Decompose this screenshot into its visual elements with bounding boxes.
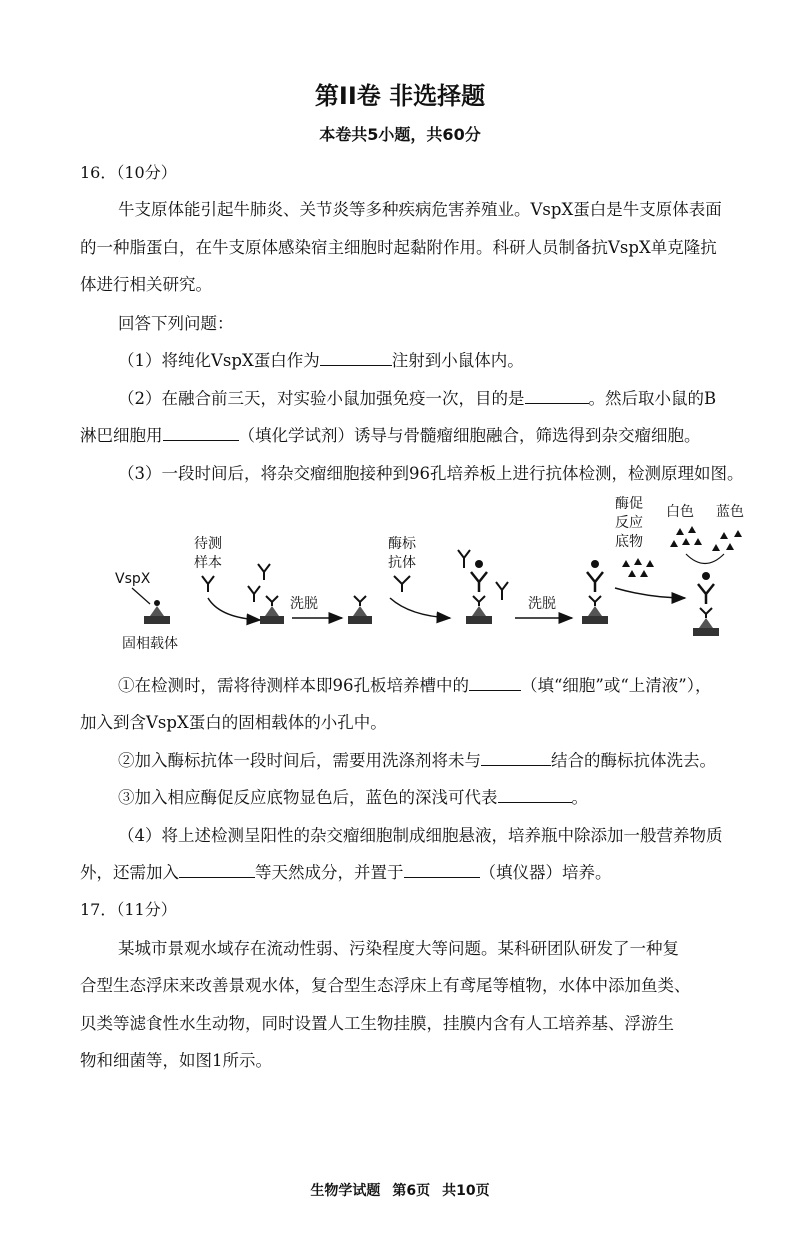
q16-part-4-text-c: 等天然成分，并置于 (255, 863, 404, 882)
answer-blank[interactable] (404, 863, 480, 878)
q16-intro-line-3: 体进行相关研究。 (80, 275, 212, 294)
q16-part-4-text-d: （填仪器）培养。 (479, 863, 612, 882)
q16-part-1-text-a: （1）将纯化VspX蛋白作为 (118, 351, 320, 370)
arrow-icon (390, 598, 450, 618)
q16-sub-2-text-b: 结合的酶标抗体洗去。 (551, 751, 716, 770)
q17-line-4: 物和细菌等，如图1所示。 (80, 1051, 272, 1070)
q16-sub-1-line-2: 加入到含VspX蛋白的固相载体的小孔中。 (80, 713, 387, 732)
bound-complex-icon (458, 550, 508, 624)
q17-line-1: 某城市景观水域存在流动性弱、污染程度大等问题。某科研团队研发了一种复 (118, 939, 679, 958)
footer-page: 第6页 (392, 1183, 431, 1199)
q16-part-2-line-2 (80, 422, 701, 446)
answer-blank[interactable] (469, 676, 521, 691)
q16-part-2-text-a: （2）在融合前三天，对实验小鼠加强免疫一次，目的是 (118, 389, 525, 408)
substrate-label-2: 反应 (615, 515, 643, 531)
answer-blank[interactable] (481, 751, 551, 766)
q16-part-3: （3）一段时间后，将杂交瘤细胞接种到96孔培养板上进行抗体检测，检测原理如图。 (118, 464, 744, 483)
q16-part-1-text-b: 注射到小鼠体内。 (391, 351, 524, 370)
q17-line-2: 合型生态浮床来改善景观水体，复合型生态浮床上有鸢尾等植物，水体中添加鱼类、 (80, 976, 691, 995)
carrier-washed-icon (348, 596, 372, 624)
q16-sub-3 (118, 784, 588, 808)
q17-heading: 17．（11分） (80, 900, 177, 919)
q16-part-2-line-1 (118, 385, 716, 409)
substrate-label-1: 酶促 (615, 496, 643, 512)
reaction-curve (686, 554, 724, 564)
substrate-icon (622, 558, 654, 577)
substrate-label-3: 底物 (615, 534, 643, 550)
answer-blank[interactable] (525, 389, 589, 404)
q16-part-2-text-c: 淋巴细胞用 (80, 426, 163, 445)
q16-sub-2 (118, 747, 716, 771)
wash-label-2: 洗脱 (528, 596, 556, 612)
q16-sub-3-text-b: 。 (571, 788, 588, 807)
answer-blank[interactable] (179, 863, 255, 878)
wash-label-1: 洗脱 (290, 596, 318, 612)
q16-part-4-line-2 (80, 859, 612, 883)
sample-label-1: 待测 (194, 536, 222, 552)
blue-label: 蓝色 (716, 504, 744, 520)
q16-sub-1-line-1 (118, 672, 712, 696)
arrow-icon (615, 588, 685, 598)
enzyme-antibody-icon (394, 576, 410, 592)
q16-part-2-text-b: 。然后取小鼠的B (588, 389, 717, 408)
answer-blank[interactable] (498, 788, 572, 803)
enzyme-antibody-label-2: 抗体 (388, 555, 416, 571)
color-product-icon (670, 526, 742, 551)
sample-label-2: 样本 (194, 555, 222, 571)
arrow-icon (208, 598, 260, 620)
q16-sub-2-text-a: ②加入酶标抗体一段时间后，需要用洗涤剂将未与 (118, 751, 481, 770)
footer-subject: 生物学试题 (310, 1183, 381, 1199)
footer-total: 共10页 (442, 1183, 490, 1199)
answer-blank[interactable] (163, 426, 239, 441)
q16-sub-1-text-a: ①在检测时，需将待测样本即96孔板培养槽中的 (118, 676, 469, 695)
q16-intro-line-2: 的一种脂蛋白，在牛支原体感染宿主细胞时起黏附作用。科研人员制备抗VspX单克隆抗 (80, 238, 717, 257)
q16-heading: 16．（10分） (80, 163, 177, 182)
q17-line-3: 贝类等滤食性水生动物，同时设置人工生物挂膜，挂膜内含有人工培养基、浮游生 (80, 1014, 674, 1033)
carrier-label: 固相载体 (122, 636, 178, 652)
page-footer (0, 1180, 800, 1200)
washed-complex-icon (582, 560, 608, 624)
elisa-diagram (110, 488, 770, 658)
section-title: 第II卷 非选择题 (314, 82, 486, 110)
final-complex-icon (693, 572, 719, 636)
answer-blank[interactable] (320, 351, 392, 366)
q16-sub-1-text-b: （填“细胞”或“上清液”）， (521, 676, 712, 695)
enzyme-antibody-label-1: 酶标 (388, 536, 416, 552)
solid-phase-carrier (132, 588, 170, 624)
q16-part-1 (118, 347, 524, 371)
carrier-with-sample-icon (260, 596, 284, 624)
q16-part-4-text-b: 外，还需加入 (80, 863, 179, 882)
vspx-label: VspX (115, 571, 151, 587)
q16-part-4-line-1: （4）将上述检测呈阳性的杂交瘤细胞制成细胞悬液，培养瓶中除添加一般营养物质 (118, 826, 723, 845)
q16-sub-3-text-a: ③加入相应酶促反应底物显色后，蓝色的深浅可代表 (118, 788, 498, 807)
q16-intro-line-1: 牛支原体能引起牛肺炎、关节炎等多种疾病危害养殖业。VspX蛋白是牛支原体表面 (118, 200, 722, 219)
white-label: 白色 (666, 504, 694, 520)
q16-part-2-text-d: （填化学试剂）诱导与骨髓瘤细胞融合，筛选得到杂交瘤细胞。 (238, 426, 701, 445)
section-subtitle: 本卷共5小题，共60分 (319, 125, 481, 144)
q16-prompt: 回答下列问题： (118, 314, 234, 333)
